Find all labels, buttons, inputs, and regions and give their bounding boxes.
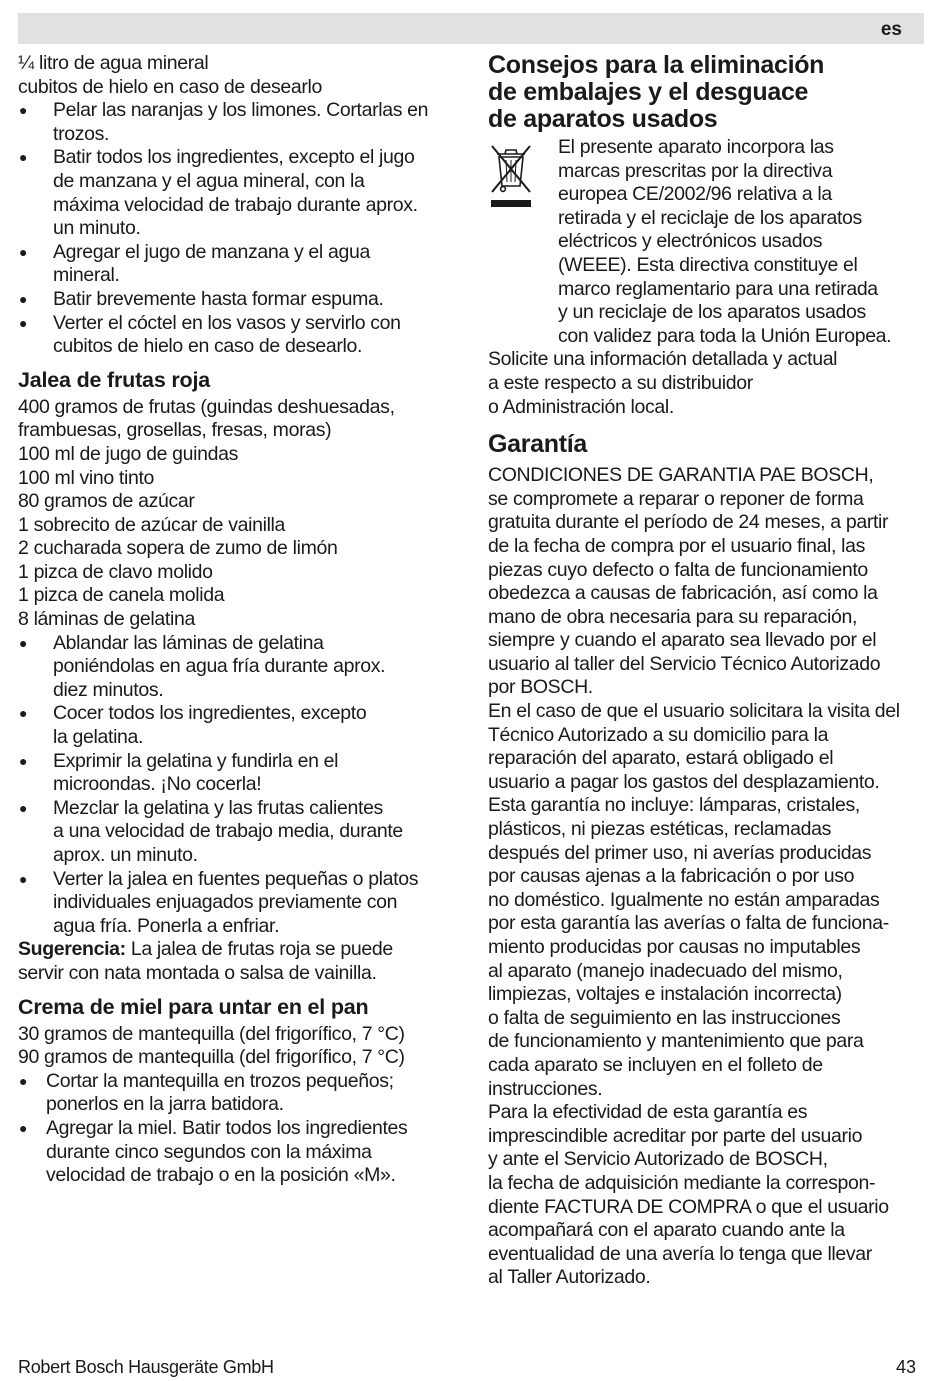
list-item: [18, 146, 458, 240]
text-line: El presente aparato incorpora las: [558, 136, 834, 158]
list-item: [18, 632, 458, 703]
text-line: cada aparato se incluyen en el folleto de: [488, 1053, 823, 1076]
text-line: 80 gramos de azúcar: [18, 490, 195, 513]
text-line: Esta garantía no incluye: lámparas, cristales,: [488, 794, 860, 817]
page-number: 43: [896, 1357, 917, 1377]
text-line: marco reglamentario para una retirada: [558, 277, 878, 300]
text-line: y un reciclaje de los aparatos usados: [558, 301, 866, 324]
tip-label: Sugerencia:: [18, 938, 126, 961]
text-line: o Administración local.: [488, 395, 674, 418]
list-item: [18, 702, 458, 749]
list-item-text: individuales enjuagados previamente con: [53, 891, 398, 914]
text-line: 1 sobrecito de azúcar de vainilla: [18, 513, 286, 536]
list-item: [18, 1070, 458, 1117]
footer-company: Robert Bosch Hausgeräte GmbH: [18, 1357, 274, 1377]
list-item: [18, 750, 458, 797]
bullet-icon: ●: [19, 1072, 28, 1089]
list-item-text: a una velocidad de trabajo media, durante: [53, 820, 403, 843]
text-line: 400 gramos de frutas (guindas deshuesadas,: [18, 395, 395, 418]
text-line: imprescindible acreditar por parte del usuario: [488, 1124, 863, 1147]
text-line: de funcionamiento y mantenimiento que para: [488, 1030, 864, 1053]
jalea-heading: Jalea de frutas roja: [18, 367, 210, 392]
text-line: por esta garantía las averías o falta de funciona-: [488, 912, 889, 935]
text-line: 1 pizca de canela molida: [18, 584, 225, 607]
list-item: [18, 868, 458, 939]
text-line: usuario al taller del Servicio Técnico Autorizado: [488, 652, 881, 675]
jalea-tip: [18, 938, 458, 985]
text-line: y ante el Servicio Autorizado de BOSCH,: [488, 1148, 828, 1171]
text-line: por BOSCH.: [488, 676, 593, 699]
list-item: [18, 241, 458, 288]
list-item-text: Agregar el jugo de manzana y el agua: [53, 240, 370, 263]
text-line: 1 pizca de clavo molido: [18, 560, 213, 583]
list-item-text: Mezclar la gelatina y las frutas calientes: [53, 796, 383, 819]
list-item-text: Exprimir la gelatina y fundirla en el: [53, 749, 339, 772]
text-line: 100 ml vino tinto: [18, 466, 155, 489]
bullet-icon: ●: [19, 314, 28, 331]
list-item-text: ponerlos en la jarra batidora.: [46, 1093, 284, 1116]
crema-ingredients-list: [18, 1023, 458, 1070]
list-item: [18, 797, 458, 868]
list-item-text: máxima velocidad de trabajo durante aprox.: [53, 193, 418, 216]
disposal-heading: Consejos para la eliminación de embalajes y el desguace de aparatos usados: [488, 51, 825, 133]
list-item-text: Verter la jalea en fuentes pequeñas o platos: [53, 867, 419, 890]
bullet-icon: ●: [19, 1119, 28, 1136]
text-line: frambuesas, grosellas, fresas, moras): [18, 419, 332, 442]
intro-ingredients: [18, 52, 458, 99]
weee-section: [488, 136, 928, 348]
disposal-info: [488, 348, 928, 419]
text-line: eventualidad de una avería lo tenga que llevar: [488, 1242, 872, 1265]
garantia-heading: Garantía: [488, 430, 588, 459]
text-line: de la fecha de compra por el usuario final, las: [488, 534, 866, 557]
list-item-text: Verter el cóctel en los vasos y servirlo con: [53, 311, 401, 334]
list-item-text: de manzana y el agua mineral, con la: [53, 169, 365, 192]
text-line: En el caso de que el usuario solicitara la visita del: [488, 700, 900, 723]
list-item-text: mineral.: [53, 264, 120, 287]
list-item-text: cubitos de hielo en caso de desearlo.: [53, 335, 363, 358]
bullet-icon: ●: [19, 634, 28, 651]
weee-text: [488, 136, 928, 348]
bullet-icon: ●: [19, 149, 28, 166]
text-line: CONDICIONES DE GARANTIA PAE BOSCH,: [488, 464, 874, 487]
list-item-text: Cortar la mantequilla en trozos pequeños;: [46, 1069, 394, 1092]
text-line: usuario a pagar los gastos del desplazamiento.: [488, 770, 880, 793]
text-line: 90 gramos de mantequilla (del frigorífico, 7 °C): [18, 1046, 405, 1069]
text-line: reparación del aparato, estará obligado el: [488, 747, 834, 770]
list-item-text: poniéndolas en agua fría durante aprox.: [53, 655, 386, 678]
list-item-text: Batir todos los ingredientes, excepto el jugo: [53, 146, 415, 169]
list-item-text: diez minutos.: [53, 678, 164, 701]
text-line: obedezca a causas de fabricación, así como la: [488, 582, 878, 605]
list-item-text: agua fría. Ponerla a enfriar.: [53, 914, 280, 937]
text-line: miento producidas por causas no imputables: [488, 936, 861, 958]
text-line: instrucciones.: [488, 1077, 603, 1100]
text-line: marcas prescritas por la directiva: [558, 159, 833, 182]
list-item-text: un minuto.: [53, 217, 141, 240]
text-line: o falta de seguimiento en las instrucciones: [488, 1006, 841, 1029]
text-line: eléctricos y electrónicos usados: [558, 230, 823, 253]
text-line: no doméstico. Igualmente no están amparadas: [488, 888, 880, 911]
ingredient-line: ¼ litro de agua mineral: [18, 52, 209, 74]
bullet-icon: ●: [19, 870, 28, 887]
list-item: [18, 312, 458, 359]
text-line: por causas ajenas a la fabricación o por uso: [488, 865, 855, 888]
tip-text: servir con nata montada o salsa de vainilla.: [18, 961, 377, 984]
text-line: diente FACTURA DE COMPRA o que el usuario: [488, 1195, 889, 1218]
text-line: piezas cuyo defecto o falta de funcionamiento: [488, 558, 868, 581]
list-item-text: Ablandar las láminas de gelatina: [53, 631, 324, 654]
list-item-text: la gelatina.: [53, 726, 144, 749]
jalea-steps-list: [18, 632, 458, 939]
left-column: [18, 52, 458, 1188]
bullet-icon: ●: [19, 102, 28, 119]
list-item-text: trozos.: [53, 122, 110, 145]
text-line: con validez para toda la Unión Europea.: [558, 324, 892, 347]
text-line: a este respecto a su distribuidor: [488, 371, 753, 394]
text-line: gratuita durante el período de 24 meses, a partir: [488, 511, 889, 534]
text-line: limpiezas, voltajes e instalación incorrecta): [488, 983, 842, 1006]
bullet-icon: ●: [19, 290, 28, 307]
text-line: Solicite una información detallada y actual: [488, 348, 838, 371]
bullet-icon: ●: [19, 243, 28, 260]
text-line: al aparato (manejo inadecuado del mismo,: [488, 959, 843, 982]
garantia-text: [488, 464, 928, 1290]
text-line: 8 láminas de gelatina: [18, 608, 195, 631]
text-line: Para la efectividad de esta garantía es: [488, 1101, 808, 1124]
bullet-icon: ●: [19, 799, 28, 816]
language-code: es: [880, 19, 902, 40]
list-item-text: durante cinco segundos con la máxima: [46, 1140, 372, 1163]
text-line: 100 ml de jugo de guindas: [18, 442, 239, 465]
weee-crossed-bin-icon: [488, 142, 534, 212]
bullet-icon: ●: [19, 752, 28, 769]
list-item-text: aprox. un minuto.: [53, 844, 198, 866]
list-item-text: Batir brevemente hasta formar espuma.: [53, 287, 384, 310]
text-line: acompañará con el aparato cuando ante la: [488, 1219, 845, 1242]
list-item: [18, 1117, 458, 1188]
list-item-text: Pelar las naranjas y los limones. Cortarlas en: [53, 99, 429, 122]
ingredient-line: cubitos de hielo en caso de desearlo: [18, 75, 322, 98]
intro-steps-list: [18, 99, 458, 359]
jalea-ingredients-list: [18, 396, 458, 632]
list-item-text: Agregar la miel. Batir todos los ingredientes: [46, 1116, 408, 1139]
text-line: 2 cucharada sopera de zumo de limón: [18, 537, 338, 560]
text-line: 30 gramos de mantequilla (del frigorífico, 7 °C): [18, 1022, 405, 1045]
right-column: [488, 52, 928, 1290]
bullet-icon: ●: [19, 705, 28, 722]
list-item-text: microondas. ¡No cocerla!: [53, 773, 262, 796]
text-line: plásticos, ni piezas estéticas, reclamadas: [488, 818, 831, 841]
text-line: al Taller Autorizado.: [488, 1266, 651, 1289]
tip-text: La jalea de frutas roja se puede: [125, 938, 393, 961]
list-item: [18, 99, 458, 146]
list-item-text: Cocer todos los ingredientes, excepto: [53, 702, 367, 725]
text-line: la fecha de adquisición mediante la correspon-: [488, 1171, 876, 1194]
text-line: después del primer uso, ni averías producidas: [488, 841, 872, 864]
text-line: europea CE/2002/96 relativa a la: [558, 183, 832, 206]
crema-steps-list: [18, 1070, 458, 1188]
text-line: (WEEE). Esta directiva constituye el: [558, 253, 858, 276]
text-line: Técnico Autorizado a su domicilio para la: [488, 723, 829, 746]
text-line: se compromete a reparar o reponer de forma: [488, 487, 864, 510]
text-line: retirada y el reciclaje de los aparatos: [558, 206, 862, 229]
language-bar: [18, 13, 924, 44]
text-line: mano de obra necesaria para su reparación,: [488, 605, 858, 628]
text-line: siempre y cuando el aparato sea llevado por el: [488, 629, 877, 652]
crema-heading: Crema de miel para untar en el pan: [18, 994, 369, 1019]
list-item-text: velocidad de trabajo o en la posición «M».: [46, 1164, 396, 1187]
list-item: [18, 288, 458, 312]
